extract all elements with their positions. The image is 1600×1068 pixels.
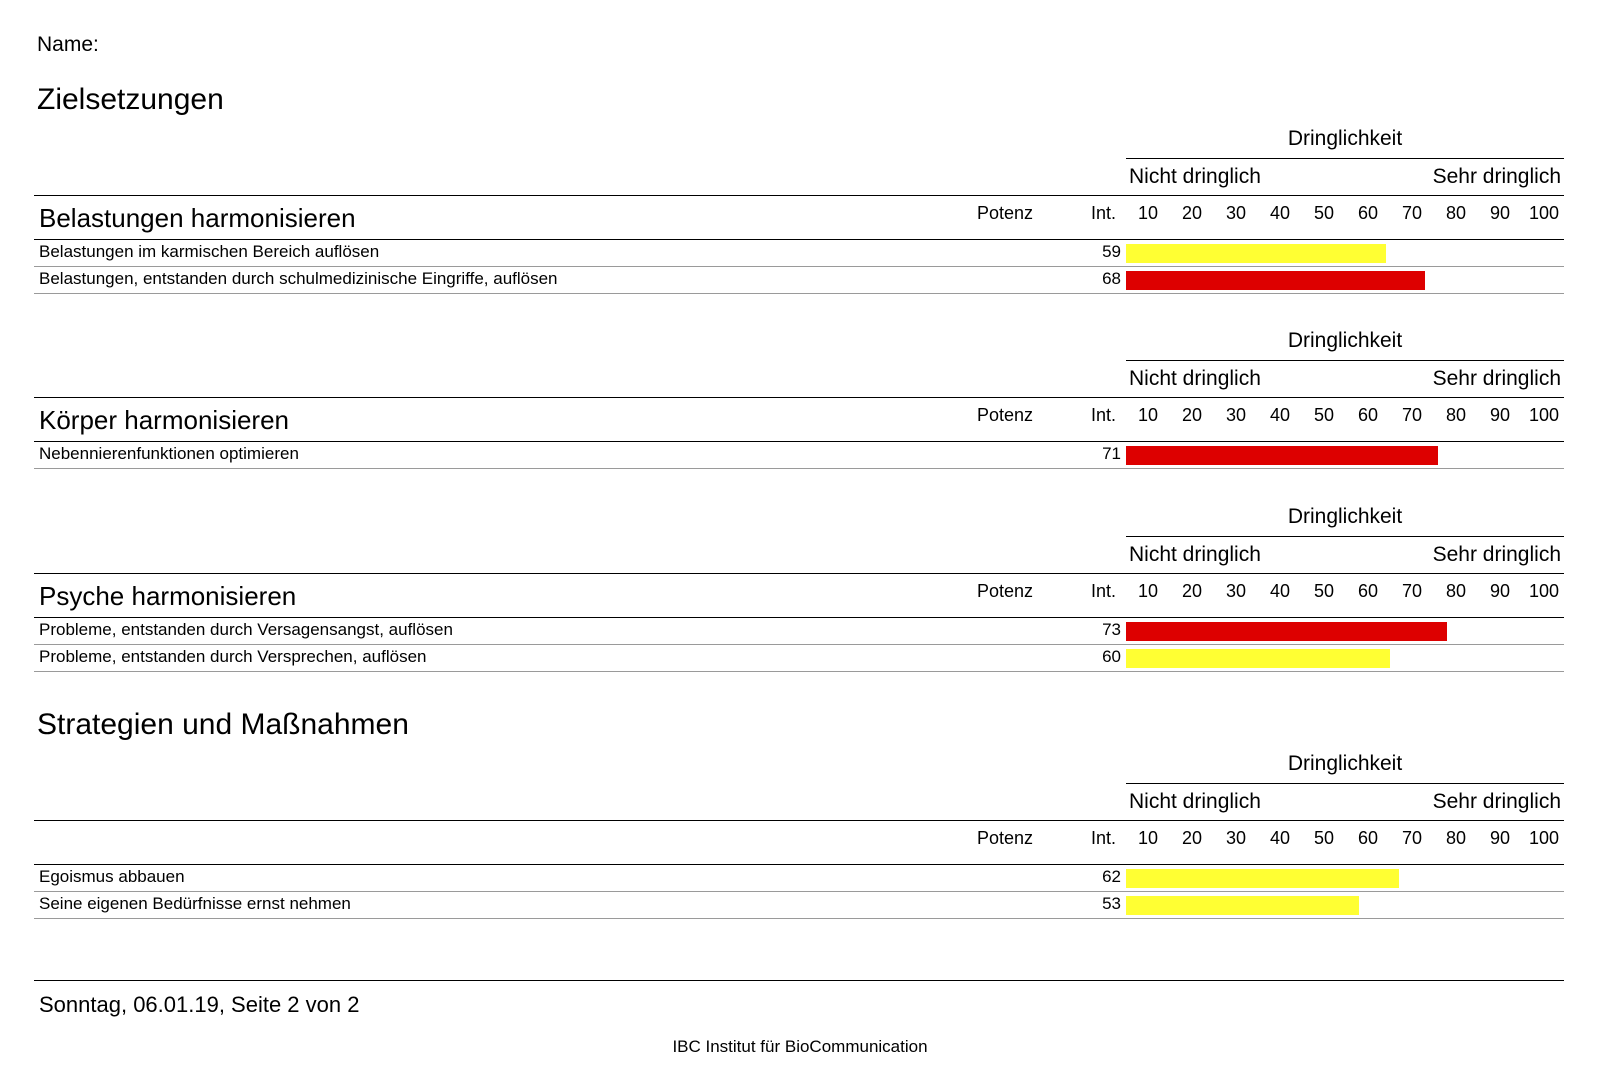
potenz-header: Potenz	[977, 828, 1034, 848]
scale-tick-label: 90	[1489, 581, 1511, 601]
section-title: Belastungen harmonisieren	[39, 203, 356, 233]
row-divider	[34, 918, 1564, 919]
scale-tick-label: 50	[1313, 405, 1335, 425]
scale-tick-label: 60	[1357, 405, 1379, 425]
urgency-title-rule	[1126, 158, 1564, 159]
row-intensity: 60	[1102, 647, 1121, 666]
urgency-high-label: Sehr dringlich	[1432, 165, 1561, 188]
scale-tick-label: 40	[1269, 405, 1291, 425]
intensity-header: Int.	[1091, 405, 1117, 425]
scale-tick-label: 20	[1181, 203, 1203, 223]
scale-tick-label: 20	[1181, 405, 1203, 425]
scale-tick-label: 70	[1401, 828, 1423, 848]
scale-tick-label: 80	[1445, 203, 1467, 223]
section-header-rule	[34, 239, 1564, 240]
section-top-rule	[34, 820, 1564, 821]
potenz-header: Potenz	[977, 203, 1034, 223]
scale-tick-label: 90	[1489, 203, 1511, 223]
scale-tick-label: 70	[1401, 581, 1423, 601]
urgency-title-rule	[1126, 360, 1564, 361]
row-intensity: 59	[1102, 242, 1121, 261]
section-top-rule	[34, 195, 1564, 196]
row-intensity: 62	[1102, 867, 1121, 886]
row-label: Probleme, entstanden durch Versagensangst, auflösen	[39, 620, 453, 639]
scale-tick-label: 60	[1357, 581, 1379, 601]
urgency-bar	[1126, 271, 1425, 290]
intensity-header: Int.	[1091, 203, 1117, 223]
scale-tick-label: 80	[1445, 405, 1467, 425]
footer-date: Sonntag, 06.01.19, Seite 2 von 2	[39, 992, 360, 1017]
potenz-header: Potenz	[977, 581, 1034, 601]
scale-tick-label: 80	[1445, 581, 1467, 601]
scale-tick-label: 40	[1269, 203, 1291, 223]
scale-tick-label: 30	[1225, 581, 1247, 601]
urgency-bar	[1126, 446, 1438, 465]
row-label: Nebennierenfunktionen optimieren	[39, 444, 299, 463]
urgency-bar	[1126, 244, 1386, 263]
row-label: Probleme, entstanden durch Versprechen, auflösen	[39, 647, 427, 666]
potenz-header: Potenz	[977, 405, 1034, 425]
scale-tick-label: 10	[1137, 828, 1159, 848]
intensity-header: Int.	[1091, 581, 1117, 601]
scale-tick-label: 70	[1401, 203, 1423, 223]
row-label: Belastungen, entstanden durch schulmedizinische Eingriffe, auflösen	[39, 269, 558, 288]
row-intensity: 53	[1102, 894, 1121, 913]
intensity-header: Int.	[1091, 828, 1117, 848]
scale-tick-label: 10	[1137, 581, 1159, 601]
section-top-rule	[34, 573, 1564, 574]
urgency-bar	[1126, 896, 1359, 915]
scale-tick-label: 30	[1225, 405, 1247, 425]
section-header-rule	[34, 441, 1564, 442]
urgency-bar	[1126, 622, 1447, 641]
scale-tick-label: 50	[1313, 203, 1335, 223]
row-label: Belastungen im karmischen Bereich auflösen	[39, 242, 380, 261]
scale-tick-label: 70	[1401, 405, 1423, 425]
urgency-title: Dringlichkeit	[1287, 505, 1403, 528]
scale-tick-label: 60	[1357, 828, 1379, 848]
row-divider	[34, 891, 1564, 892]
scale-tick-label: 100	[1528, 405, 1560, 425]
urgency-low-label: Nicht dringlich	[1129, 367, 1261, 390]
urgency-low-label: Nicht dringlich	[1129, 790, 1261, 813]
footer-institute: IBC Institut für BioCommunication	[672, 1037, 928, 1056]
urgency-low-label: Nicht dringlich	[1129, 165, 1261, 188]
scale-tick-label: 50	[1313, 828, 1335, 848]
scale-tick-label: 60	[1357, 203, 1379, 223]
scale-tick-label: 90	[1489, 405, 1511, 425]
section-header-rule	[34, 617, 1564, 618]
row-intensity: 71	[1102, 444, 1121, 463]
urgency-title: Dringlichkeit	[1287, 752, 1403, 775]
row-intensity: 68	[1102, 269, 1121, 288]
urgency-bar	[1126, 869, 1399, 888]
scale-tick-label: 90	[1489, 828, 1511, 848]
urgency-title-rule	[1126, 536, 1564, 537]
scale-tick-label: 50	[1313, 581, 1335, 601]
scale-tick-label: 20	[1181, 828, 1203, 848]
urgency-title-rule	[1126, 783, 1564, 784]
strategies-heading: Strategien und Maßnahmen	[37, 708, 409, 741]
scale-tick-label: 30	[1225, 828, 1247, 848]
scale-tick-label: 10	[1137, 203, 1159, 223]
section-title: Psyche harmonisieren	[39, 581, 297, 611]
urgency-high-label: Sehr dringlich	[1432, 367, 1561, 390]
row-divider	[34, 266, 1564, 267]
row-label: Egoismus abbauen	[39, 867, 185, 886]
section-top-rule	[34, 397, 1564, 398]
scale-tick-label: 20	[1181, 581, 1203, 601]
section-header-rule	[34, 864, 1564, 865]
scale-tick-label: 100	[1528, 581, 1560, 601]
urgency-title: Dringlichkeit	[1287, 127, 1403, 150]
row-divider	[34, 644, 1564, 645]
scale-tick-label: 80	[1445, 828, 1467, 848]
urgency-high-label: Sehr dringlich	[1432, 790, 1561, 813]
urgency-bar	[1126, 649, 1390, 668]
row-intensity: 73	[1102, 620, 1121, 639]
goals-heading: Zielsetzungen	[37, 83, 224, 116]
footer-divider	[34, 980, 1564, 981]
scale-tick-label: 100	[1528, 828, 1560, 848]
row-divider	[34, 293, 1564, 294]
urgency-high-label: Sehr dringlich	[1432, 543, 1561, 566]
scale-tick-label: 30	[1225, 203, 1247, 223]
name-label: Name:	[37, 33, 99, 56]
urgency-title: Dringlichkeit	[1287, 329, 1403, 352]
name-field	[37, 33, 99, 57]
scale-tick-label: 10	[1137, 405, 1159, 425]
scale-tick-label: 40	[1269, 828, 1291, 848]
row-divider	[34, 468, 1564, 469]
scale-tick-label: 40	[1269, 581, 1291, 601]
section-title: Körper harmonisieren	[39, 405, 290, 435]
row-divider	[34, 671, 1564, 672]
scale-tick-label: 100	[1528, 203, 1560, 223]
row-label: Seine eigenen Bedürfnisse ernst nehmen	[39, 894, 351, 913]
urgency-low-label: Nicht dringlich	[1129, 543, 1261, 566]
